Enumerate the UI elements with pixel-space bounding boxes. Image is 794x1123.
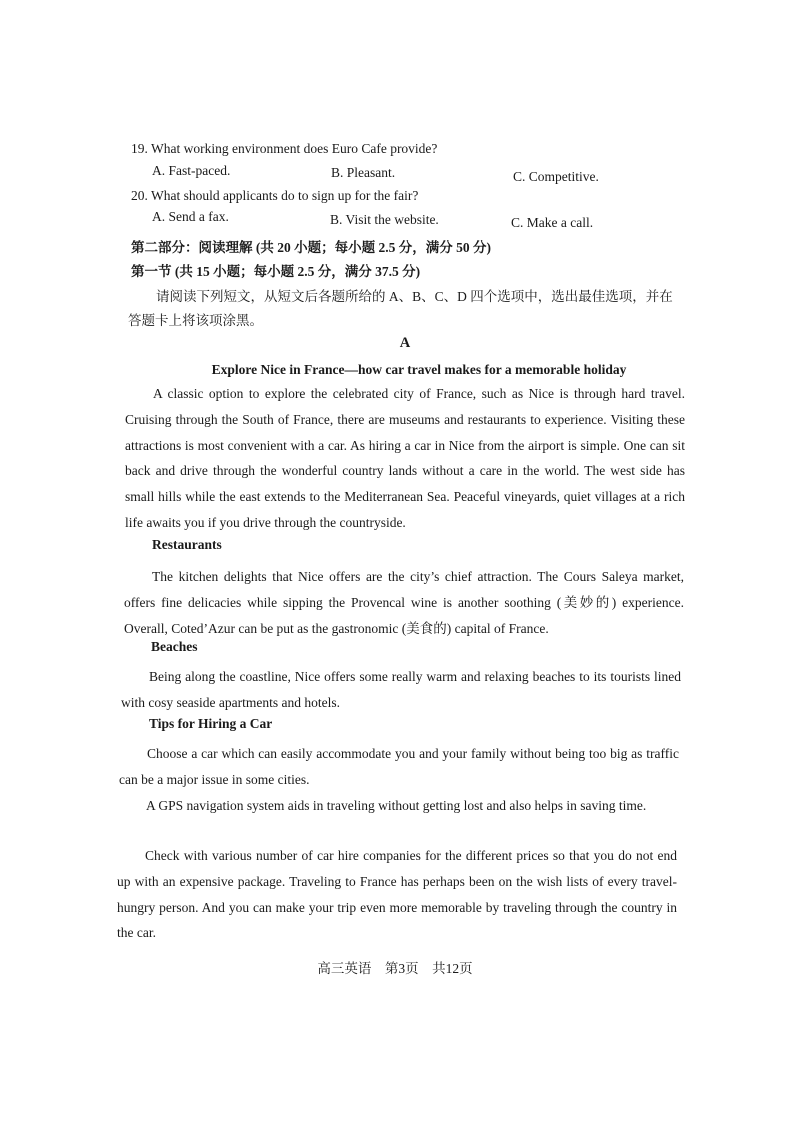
option-b: B. Visit the website. bbox=[330, 212, 439, 227]
tips-paragraph-3: Check with various number of car hire companies for the different prices so that you do not end up with an expensive package. Traveling to France has perhaps been on the wish lists of every travel-hungry person. And you can make your trip even more memorable by traveling through the country in the car. bbox=[117, 848, 677, 941]
part2-heading: 第二部分：阅读理解 (共 20 小题；每小题 2.5 分，满分 50 分) bbox=[131, 240, 491, 255]
intro-paragraph: A classic option to explore the celebrated city of France, such as Nice is through hard travel. Cruising through the South of France, there are museums and restaurants to experience. Visiting these attractions is most convenient with a car. As hiring a car in Nice from the airport is simple. One can sit back and drive through the wonderful country lands without a care in the world. The west side has small hills while the east extends to the Mediterranean Sea. Peaceful vineyards, quiet villages at a rich life awaits you if you drive through the countryside. bbox=[125, 386, 685, 530]
question-stem: 20. What should applicants do to sign up for the fair? bbox=[131, 188, 419, 203]
option-b: B. Pleasant. bbox=[331, 165, 396, 180]
beaches-paragraph: Being along the coastline, Nice offers some really warm and relaxing beaches to its tourists lined with cosy seaside apartments and hotels. bbox=[121, 669, 681, 710]
tips-paragraph-1: Choose a car which can easily accommodate you and your family without being too big as traffic can be a major issue in some cities. bbox=[119, 746, 679, 787]
restaurants-heading: Restaurants bbox=[152, 537, 222, 552]
option-a: A. Fast-paced. bbox=[152, 163, 231, 178]
passage-title: Explore Nice in France—how car travel makes for a memorable holiday bbox=[211, 362, 627, 377]
restaurants-paragraph: The kitchen delights that Nice offers are the city’s chief attraction. The Cours Saleya market, offers fine delicacies while sipping the Provencal wine is another soothing (美妙的) experience. Overall, Coted’Azur can be put as the gastronomic (美食的) capital of France. bbox=[124, 569, 684, 636]
option-c: C. Make a call. bbox=[511, 215, 594, 230]
beaches-heading: Beaches bbox=[151, 639, 198, 654]
tips-heading: Tips for Hiring a Car bbox=[149, 716, 273, 731]
option-c: C. Competitive. bbox=[513, 169, 599, 184]
passage-letter: A bbox=[399, 335, 411, 351]
tips-paragraph-2: A GPS navigation system aids in traveling without getting lost and also helps in saving time. bbox=[146, 798, 647, 813]
instructions: 请阅读下列短文，从短文后各题所给的 A、B、C、D 四个选项中，选出最佳选项，并在答题卡上将该项涂黑。 bbox=[128, 289, 673, 328]
section1-heading: 第一节 (共 15 小题；每小题 2.5 分，满分 37.5 分) bbox=[131, 264, 421, 279]
question-stem: 19. What working environment does Euro Cafe provide? bbox=[131, 141, 438, 156]
option-a: A. Send a fax. bbox=[152, 209, 229, 224]
page-footer: 高三英语 第3页 共12页 bbox=[317, 961, 473, 976]
